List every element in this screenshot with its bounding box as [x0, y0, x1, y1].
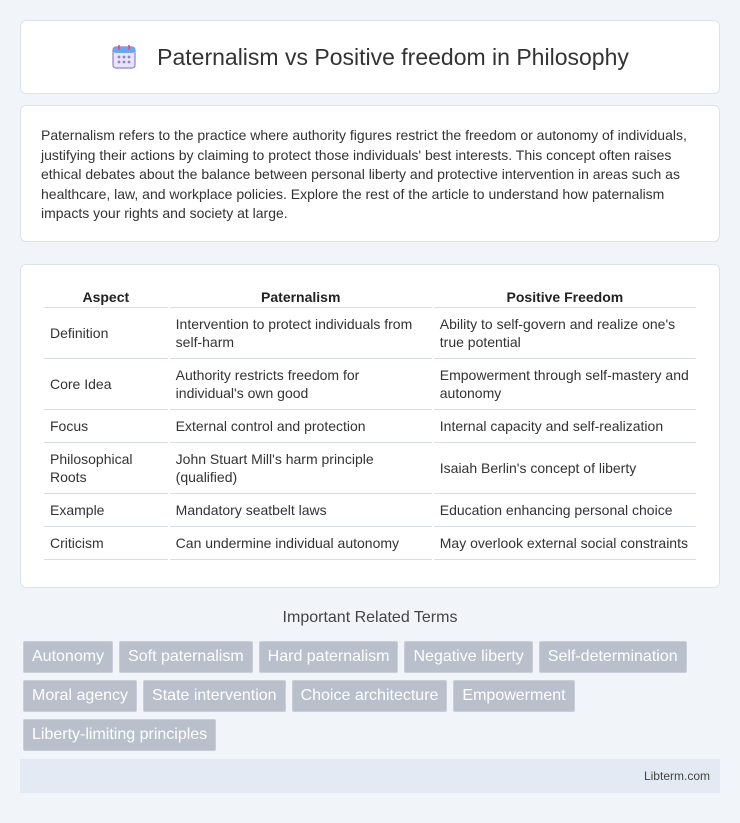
- related-term-tag[interactable]: Soft paternalism: [119, 641, 253, 673]
- table-cell: Education enhancing personal choice: [434, 494, 696, 527]
- table-cell: Mandatory seatbelt laws: [170, 494, 432, 527]
- footer-brand-link[interactable]: Libterm.com: [643, 769, 710, 783]
- intro-card: [20, 105, 720, 242]
- table-cell: Focus: [44, 410, 168, 443]
- related-term-tag[interactable]: Negative liberty: [404, 641, 532, 673]
- comparison-card: [20, 264, 720, 588]
- related-term-tag[interactable]: Autonomy: [23, 641, 113, 673]
- comparison-table: [42, 285, 698, 560]
- related-term-tag[interactable]: Choice architecture: [292, 680, 448, 712]
- table-row: [44, 308, 696, 359]
- table-row: [44, 527, 696, 560]
- page-title: Paternalism vs Positive freedom in Philosophy: [157, 43, 629, 70]
- table-cell: May overlook external social constraints: [434, 527, 696, 560]
- table-cell: John Stuart Mill's harm principle (qualified): [170, 443, 432, 494]
- related-term-tag[interactable]: Empowerment: [453, 680, 574, 712]
- table-cell: Definition: [44, 308, 168, 359]
- table-row: [44, 359, 696, 410]
- related-terms-title: Important Related Terms: [282, 609, 458, 626]
- table-cell: Intervention to protect individuals from self-harm: [170, 308, 432, 359]
- header-card: [20, 20, 720, 94]
- table-cell: Example: [44, 494, 168, 527]
- table-row: [44, 494, 696, 527]
- table-cell: External control and protection: [170, 410, 432, 443]
- column-header-aspect: Aspect: [44, 285, 168, 308]
- column-header-paternalism: Paternalism: [170, 285, 432, 308]
- related-term-tag[interactable]: Hard paternalism: [259, 641, 399, 673]
- table-cell: Empowerment through self-mastery and autonomy: [434, 359, 696, 410]
- table-cell: Ability to self-govern and realize one's true potential: [434, 308, 696, 359]
- related-term-tag[interactable]: State intervention: [143, 680, 286, 712]
- calendar-icon: [111, 44, 137, 70]
- table-cell: Criticism: [44, 527, 168, 560]
- related-terms-list: [23, 641, 723, 751]
- column-header-positive-freedom: Positive Freedom: [434, 285, 696, 308]
- table-header-row: [44, 285, 696, 308]
- table-cell: Authority restricts freedom for individual's own good: [170, 359, 432, 410]
- table-cell: Can undermine individual autonomy: [170, 527, 432, 560]
- related-term-tag[interactable]: Moral agency: [23, 680, 137, 712]
- related-term-tag[interactable]: Liberty-limiting principles: [23, 719, 216, 751]
- table-cell: Core Idea: [44, 359, 168, 410]
- intro-text: Paternalism refers to the practice where authority figures restrict the freedom or autonomy of individuals, justifying their actions by claiming to protect those individuals' best interests. This concept often raises ethical debates about the balance between personal liberty and protective intervention in areas such as healthcare, law, and workplace policies. Explore the rest of the article to understand how paternalism impacts your rights and society at large.: [41, 127, 687, 221]
- table-row: [44, 443, 696, 494]
- table-cell: Internal capacity and self-realization: [434, 410, 696, 443]
- table-row: [44, 410, 696, 443]
- table-cell: Isaiah Berlin's concept of liberty: [434, 443, 696, 494]
- table-cell: Philosophical Roots: [44, 443, 168, 494]
- footer: [20, 759, 720, 793]
- related-term-tag[interactable]: Self-determination: [539, 641, 687, 673]
